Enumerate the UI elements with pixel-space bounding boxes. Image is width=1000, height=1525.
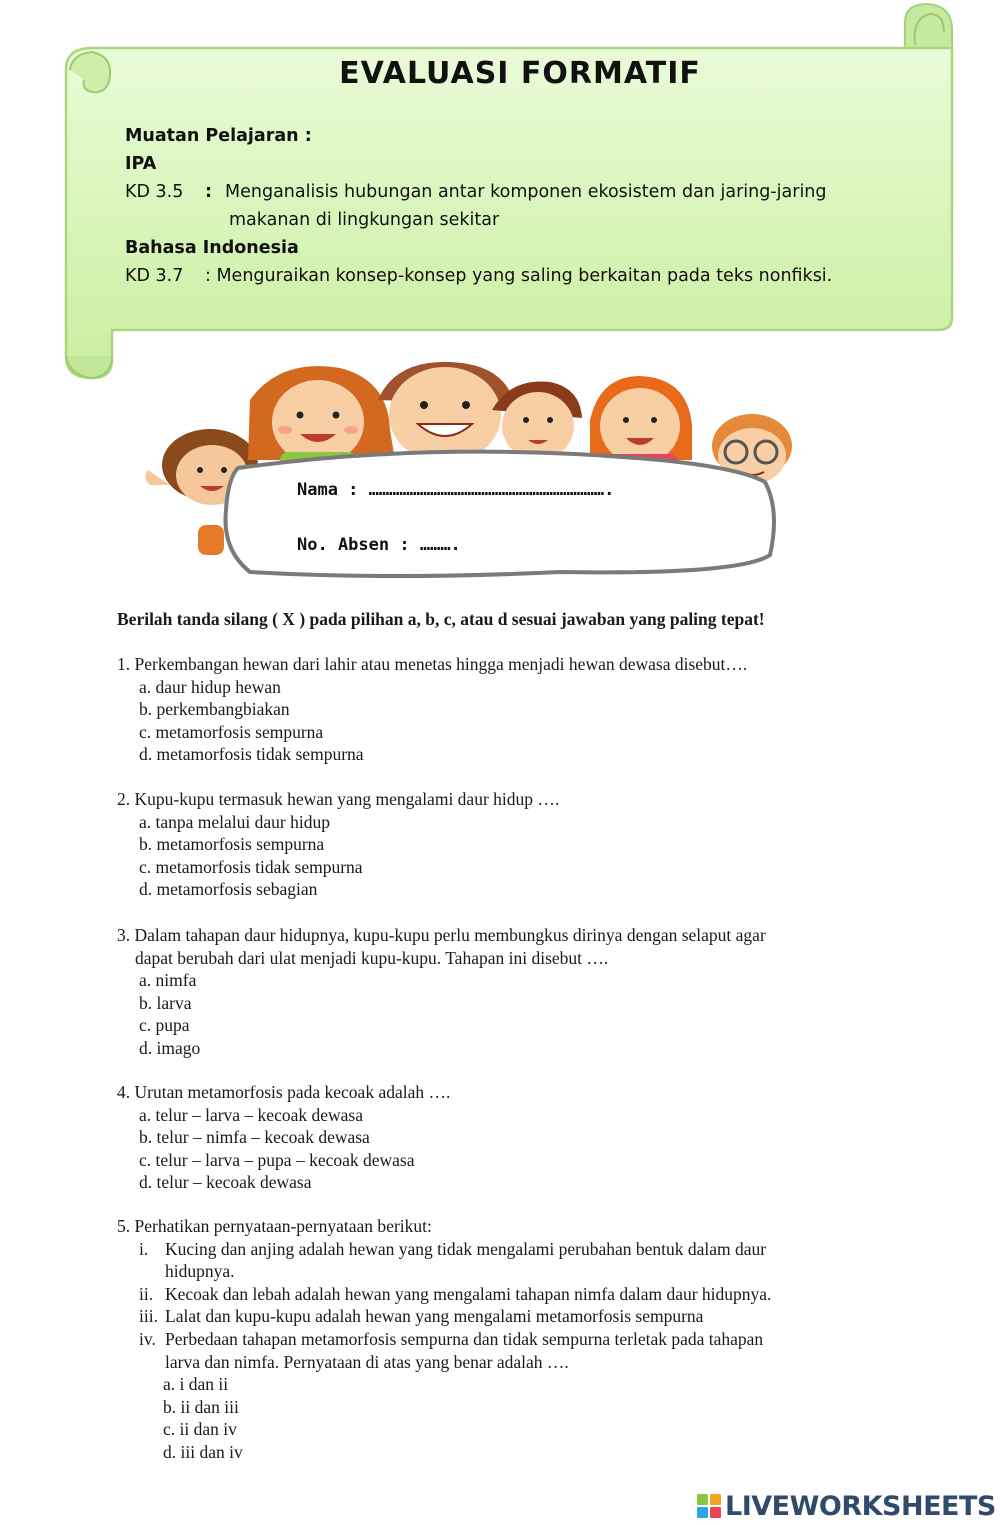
kd2-code: KD 3.7 — [125, 266, 184, 286]
liveworksheets-blocks-icon — [697, 1494, 721, 1518]
subject-ipa: IPA — [125, 154, 157, 174]
instruction-text: Berilah tanda silang ( X ) pada pilihan a, b, c, atau d sesuai jawaban yang paling tepat! — [117, 609, 765, 629]
absen-blank[interactable]: ………. — [419, 535, 461, 555]
option-b[interactable]: b. perkembangbiakan — [139, 699, 290, 720]
option-b[interactable]: b. metamorfosis sempurna — [139, 834, 325, 855]
statement-text — [165, 1328, 763, 1373]
statement-num: iii. — [139, 1306, 158, 1327]
question-stem: 3. Dalam tahapan daur hidupnya, kupu-kupu perlu membungkus dirinya dengan selaput agar — [117, 925, 766, 945]
statement-line: hidupnya. — [165, 1261, 235, 1282]
statement-i — [117, 1238, 877, 1283]
kd1-desc: Menganalisis hubungan antar komponen ekosistem dan jaring-jaring — [225, 182, 827, 202]
option-c[interactable]: c. ii dan iv — [163, 1419, 237, 1440]
absen-field[interactable] — [297, 535, 461, 555]
statement-line: Perbedaan tahapan metamorfosis sempurna dan tidak sempurna terletak pada tahapan — [165, 1328, 764, 1349]
kids-illustration — [140, 360, 840, 595]
option-a[interactable]: a. nimfa — [139, 970, 197, 991]
option-a[interactable]: a. i dan ii — [163, 1374, 229, 1395]
absen-label: No. Absen : — [297, 535, 410, 555]
option-d[interactable]: d. iii dan iv — [163, 1441, 243, 1462]
option-a[interactable]: a. telur – larva – kecoak dewasa — [139, 1104, 363, 1125]
option-c[interactable]: c. metamorfosis tidak sempurna — [139, 856, 363, 877]
statement-num: i. — [139, 1238, 149, 1259]
option-a[interactable]: a. daur hidup hewan — [139, 676, 281, 697]
statement-line: Lalat dan kupu-kupu adalah hewan yang mengalami metamorfosis sempurna — [165, 1306, 704, 1327]
question-5 — [117, 1215, 877, 1464]
lesson-info — [125, 122, 905, 290]
question-stem: 2. Kupu-kupu termasuk hewan yang mengalami daur hidup …. — [117, 789, 560, 809]
statement-iv — [117, 1328, 877, 1373]
name-board-shape — [226, 452, 775, 576]
header-scroll-banner — [0, 0, 1000, 390]
kd1-row — [125, 178, 905, 206]
statement-line: Kucing dan anjing adalah hewan yang tidak mengalami perubahan bentuk dalam daur — [165, 1238, 767, 1259]
option-d[interactable]: d. metamorfosis tidak sempurna — [139, 744, 364, 765]
liveworksheets-text: LIVEWORKSHEETS — [725, 1490, 996, 1522]
nama-blank[interactable]: ……………………………………………………………. — [368, 480, 615, 500]
muatan-label: Muatan Pelajaran : — [125, 126, 312, 146]
question-stem: 4. Urutan metamorfosis pada kecoak adalah …. — [117, 1082, 451, 1102]
statement-text — [165, 1238, 766, 1283]
question-3 — [117, 924, 877, 1060]
kids-name-board — [140, 360, 840, 595]
subject-bahasa: Bahasa Indonesia — [125, 238, 299, 258]
option-b[interactable]: b. ii dan iii — [163, 1396, 239, 1417]
question-stem-cont: dapat berubah dari ulat menjadi kupu-kupu. Tahapan ini disebut …. — [135, 947, 609, 968]
statement-line: Kecoak dan lebah adalah hewan yang mengalami tahapan nimfa dalam daur hidupnya. — [165, 1283, 772, 1304]
option-c[interactable]: c. metamorfosis sempurna — [139, 721, 324, 742]
liveworksheets-logo[interactable] — [697, 1490, 996, 1522]
statement-line: larva dan nimfa. Pernyataan di atas yang benar adalah …. — [165, 1351, 569, 1372]
option-c[interactable]: c. telur – larva – pupa – kecoak dewasa — [139, 1149, 415, 1170]
statement-iii — [117, 1305, 877, 1328]
option-c[interactable]: c. pupa — [139, 1015, 190, 1036]
statement-ii — [117, 1283, 877, 1306]
question-4 — [117, 1081, 877, 1194]
nama-field[interactable] — [297, 480, 614, 500]
option-b[interactable]: b. telur – nimfa – kecoak dewasa — [139, 1127, 370, 1148]
kd2-row — [125, 262, 905, 290]
question-stem: 1. Perkembangan hewan dari lahir atau menetas hingga menjadi hewan dewasa disebut…. — [117, 654, 748, 674]
option-d[interactable]: d. metamorfosis sebagian — [139, 879, 318, 900]
nama-label: Nama : — [297, 480, 359, 500]
kd1-desc-cont: makanan di lingkungan sekitar — [229, 210, 500, 230]
statement-num: iv. — [139, 1328, 156, 1349]
kd2-desc: : Menguraikan konsep-konsep yang saling berkaitan pada teks nonfiksi. — [205, 266, 833, 286]
question-stem: 5. Perhatikan pernyataan-pernyataan berikut: — [117, 1216, 432, 1236]
kd1-code: KD 3.5 — [125, 182, 184, 202]
option-b[interactable]: b. larva — [139, 992, 192, 1013]
question-1 — [117, 653, 877, 766]
option-d[interactable]: d. telur – kecoak dewasa — [139, 1172, 312, 1193]
kd1-colon: : — [205, 182, 212, 202]
question-2 — [117, 788, 877, 901]
option-d[interactable]: d. imago — [139, 1037, 201, 1058]
option-a[interactable]: a. tanpa melalui daur hidup — [139, 811, 330, 832]
page-title: EVALUASI FORMATIF — [339, 56, 701, 91]
statement-num: ii. — [139, 1283, 154, 1304]
